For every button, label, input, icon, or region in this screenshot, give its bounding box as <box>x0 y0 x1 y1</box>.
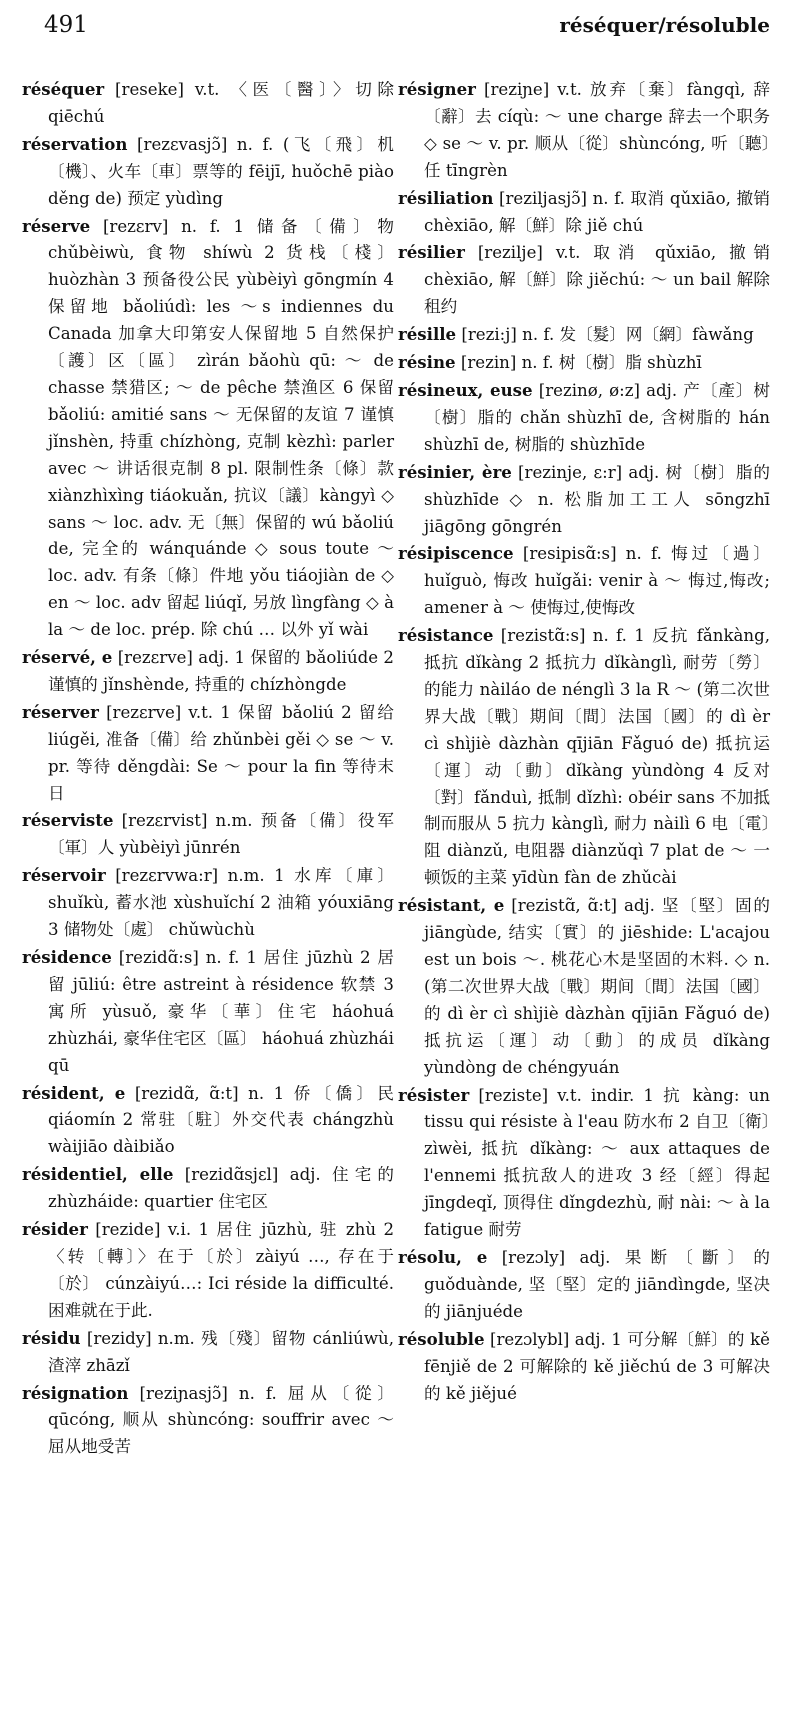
entry-headword: résident, e <box>22 1082 126 1103</box>
dictionary-entry <box>398 321 770 349</box>
dictionary-entry <box>22 699 394 808</box>
entry-headword: résistance <box>398 625 494 646</box>
entry-definition: [rezidy] n.m. 残〔殘〕留物 cánliúwù, 渣滓 zhāzǐ <box>48 1328 394 1375</box>
entry-headword: résidentiel, elle <box>22 1164 174 1185</box>
entry-definition: [rezi:j] n. f. 发〔髮〕网〔網〕fàwǎng <box>456 325 754 345</box>
dictionary-entry <box>398 377 770 459</box>
entry-headword: résigner <box>398 79 476 99</box>
entry-definition: [reziljasjɔ̃] n. f. 取消 qǔxiāo, 撤销 chèxiāo, 解〔鮮〕除 jiě chú <box>424 188 770 235</box>
dictionary-entry <box>398 459 770 541</box>
entry-headword: réservé, e <box>22 647 113 668</box>
dictionary-entry <box>398 76 770 185</box>
entry-definition: [rezεrvwa:r] n.m. 1 水库〔庫〕 shuǐkù, 蓄水池 xùshuǐchí 2 油箱 yóuxiāng 3 储物处〔處〕 chǔwùchù <box>48 866 394 940</box>
dictionary-entry <box>22 1325 394 1380</box>
entry-definition: [rezεrvist] n.m. 预备〔備〕役军〔軍〕人 yùbèiyì jūnrén <box>48 811 394 858</box>
entry-headword: réserver <box>22 701 99 722</box>
entry-headword: résister <box>398 1084 470 1105</box>
entry-definition: [reziɲe] v.t. 放弃〔棄〕fàngqì, 辞〔辭〕去 cíqù: ～ une charge 辞去一个职务 ◇ se ～ v. pr. 顺从〔從〕shùncóng, 听〔聽〕任 tīngrèn <box>424 80 770 180</box>
entry-definition: [rezinje, ε:r] adj. 树〔樹〕脂的 shùzhīde ◇ n. 松脂加工工人 sōngzhī jiāgōng gōngrén <box>424 462 770 536</box>
dictionary-entry <box>22 1380 394 1462</box>
dictionary-entry <box>22 944 394 1080</box>
dictionary-entry <box>22 1080 394 1162</box>
entry-definition: [rezɔlybl] adj. 1 可分解〔鮮〕的 kě fēnjiě de 2 可解除的 kě jiěchú de 3 可解决的 kě jiějué <box>424 1329 770 1403</box>
entry-headword: résolu, e <box>398 1246 488 1267</box>
entry-headword: résignation <box>22 1382 129 1403</box>
left-column <box>22 76 394 1461</box>
dictionary-entry <box>398 1244 770 1326</box>
entry-definition: [rezεrve] adj. 1 保留的 bǎoliúde 2 谨慎的 jǐnshènde, 持重的 chízhòngde <box>48 648 394 694</box>
entry-headword: résille <box>398 324 457 345</box>
entry-headword: résipiscence <box>398 543 514 564</box>
dictionary-entry <box>398 349 770 377</box>
entry-definition: [reziste] v.t. indir. 1 抗 kàng: un tissu qui résiste à l'eau 防水布 2 自卫〔衛〕zìwèi, 抵抗 dǐkàng: ～ aux attaques de l'ennemi 抵抗敌人的进攻 3 经〔經〕得起 jīngdeqǐ, 顶得住 dǐngdezhù, 耐 nài: ～ à la fatigue 耐劳 <box>424 1085 770 1240</box>
dictionary-entry <box>398 540 770 622</box>
dictionary-entry <box>22 76 394 131</box>
entry-headword: réséquer <box>22 79 105 99</box>
entry-headword: résidu <box>22 1327 81 1348</box>
entry-headword: résistant, e <box>398 895 505 916</box>
entry-headword: résilier <box>398 242 465 263</box>
entry-definition: [rezɔly] adj. 果断〔斷〕的 guǒduànde, 坚〔堅〕定的 jiāndìngde, 坚决的 jiānjuéde <box>424 1247 770 1321</box>
entry-definition: [rezinø, ø:z] adj. 产〔產〕树〔樹〕脂的 chǎn shùzhī de, 含树脂的 hán shùzhī de, 树脂的 shùzhīde <box>424 380 770 454</box>
dictionary-entry <box>22 807 394 862</box>
dictionary-entry <box>22 644 394 699</box>
dictionary-entry <box>398 1326 770 1408</box>
entry-definition: [rezεrve] v.t. 1 保留 bǎoliú 2 留给 liúgěi, 准备〔備〕给 zhǔnbèi gěi ◇ se ～ v. pr. 等待 děngdài: Se ～ pour la fin 等待末日 <box>48 702 394 803</box>
entry-headword: réserve <box>22 215 91 236</box>
entry-definition: [rezεvasjɔ̃] n. f. (飞〔飛〕机〔機〕、火车〔車〕票等的 fēijī, huǒchē piào děng de) 预定 yùdìng <box>48 134 394 208</box>
entry-headword: résidence <box>22 947 112 967</box>
dictionary-entry <box>22 1216 394 1325</box>
dictionary-entry <box>398 185 770 240</box>
dictionary-entry <box>22 213 394 645</box>
entry-definition: [rezide] v.i. 1 居住 jūzhù, 驻 zhù 2 〈转〔轉〕〉在于〔於〕zàiyú …, 存在于〔於〕 cúnzàiyú…: Ici réside la difficulté. 困难就在于此. <box>48 1220 394 1320</box>
entry-definition: [rezεrv] n. f. 1 储备〔備〕物 chǔbèiwù, 食物 shíwù 2 货栈〔棧〕 huòzhàn 3 预备役公民 yùbèiyì gōngmín 4 保留地 bǎoliúdì: les ～s indiennes du Canada 加拿大印第安人保留地 5 自然保护〔護〕区〔區〕 zìrán bǎohù qū: ～ de chasse 禁猎区; ～ de pêche 禁渔区 6 保留 bǎoliú: amitié sans ～ 无保留的友谊 7 谨慎 jǐnshèn, 持重 chízhòng, 克制 kèzhì: parler avec ～ 讲话很克制 8 pl. 限制性条〔條〕款 xiànzhìxìng tiáokuǎn, 抗议〔議〕kàngyì ◇ sans ～ loc. adv. 无〔無〕保留的 wú bǎoliú de, 完全的 wánquánde ◇ sous toute ～ loc. adv. 有条〔條〕件地 yǒu tiáojiàn de ◇ en ～ loc. adv 留起 liúqǐ, 另放 lìngfàng ◇ à la ～ de loc. prép. 除 chú … 以外 yǐ wài <box>48 216 394 640</box>
entry-headword: résiliation <box>398 187 494 208</box>
entry-definition: [rezidɑ̃:s] n. f. 1 居住 jūzhù 2 居留 jūliú: être astreint à résidence 软禁 3 寓所 yùsuǒ, 豪华〔華〕住宅 háohuá zhùzhái, 豪华住宅区〔區〕 háohuá zhùzhái qū <box>48 948 394 1075</box>
dictionary-entry <box>398 239 770 321</box>
dictionary-entry <box>22 862 394 944</box>
dictionary-entry <box>398 892 770 1081</box>
page-header <box>44 12 770 52</box>
running-head: réséquer/résoluble <box>559 13 770 37</box>
page-number: 491 <box>44 12 88 38</box>
right-column <box>398 76 770 1407</box>
entry-headword: résinier, ère <box>398 461 512 482</box>
entry-headword: réserviste <box>22 810 114 831</box>
entry-definition: [rezidɑ̃sjεl] adj. 住宅的 zhùzháide: quartier 住宅区 <box>48 1165 394 1212</box>
entry-headword: résider <box>22 1219 88 1240</box>
entry-headword: résine <box>398 352 456 373</box>
entry-definition: [resipisɑ̃:s] n. f. 悔过〔過〕huǐguò, 悔改 huǐgǎi: venir à ～ 悔过,悔改; amener à ～ 使悔过,使悔改 <box>424 544 770 618</box>
entry-headword: réservation <box>22 133 128 154</box>
dictionary-entry <box>22 131 394 213</box>
entry-definition: [rezilje] v.t. 取消 qǔxiāo, 撤销 chèxiāo, 解〔鮮〕除 jiěchú: ～ un bail 解除租约 <box>424 243 770 317</box>
entry-headword: résineux, euse <box>398 379 533 400</box>
entry-definition: [rezistɑ̃, ɑ̃:t] adj. 坚〔堅〕固的 jiāngùde, 结实〔實〕的 jiēshide: L'acajou est un bois ～. 桃花心木是坚固的木料. ◇ n. (第二次世界大战〔戰〕期间〔間〕法国〔國〕的 dì èr cì shìjiè dàzhàn qījiān Fǎguó de) 抵抗运〔運〕动〔動〕的成员 dǐkàng yùndòng de chéngyuán <box>424 896 770 1077</box>
dictionary-entry <box>22 1161 394 1216</box>
entry-headword: réservoir <box>22 865 106 886</box>
dictionary-entry <box>398 1082 770 1244</box>
entry-definition: [rezidɑ̃, ɑ̃:t] n. 1 侨〔僑〕民 qiáomín 2 常驻〔駐〕外交代表 chángzhù wàijiāo dàibiǎo <box>48 1083 394 1157</box>
dictionary-entry <box>398 622 770 892</box>
entry-definition: [rezistɑ̃:s] n. f. 1 反抗 fǎnkàng, 抵抗 dǐkàng 2 抵抗力 dǐkànglì, 耐劳〔勞〕的能力 nàiláo de nénglì 3 la R ～ (第二次世界大战〔戰〕期间〔間〕法国〔國〕的 dì èr cì shìjiè dàzhàn qījiān Fǎguó de) 抵抗运〔運〕动〔動〕dǐkàng yùndòng 4 反对〔對〕fǎnduì, 抵制 dǐzhì: obéir sans 不加抵制而服从 5 抗力 kànglì, 耐力 nàilì 6 电〔電〕阻 diànzǔ, 电阻器 diànzǔqì 7 plat de ～ 一顿饭的主菜 yīdùn fàn de zhǔcài <box>424 626 770 888</box>
entry-headword: résoluble <box>398 1328 485 1349</box>
entry-definition: [rezin] n. f. 树〔樹〕脂 shùzhī <box>455 353 702 373</box>
entry-definition: [reziɲasjɔ̃] n. f. 屈从〔從〕qūcóng, 顺从 shùncóng: souffrir avec ～ 屈从地受苦 <box>48 1383 394 1457</box>
entry-definition: [reseke] v.t. 〈医〔醫〕〉切除 qiēchú <box>48 80 394 126</box>
